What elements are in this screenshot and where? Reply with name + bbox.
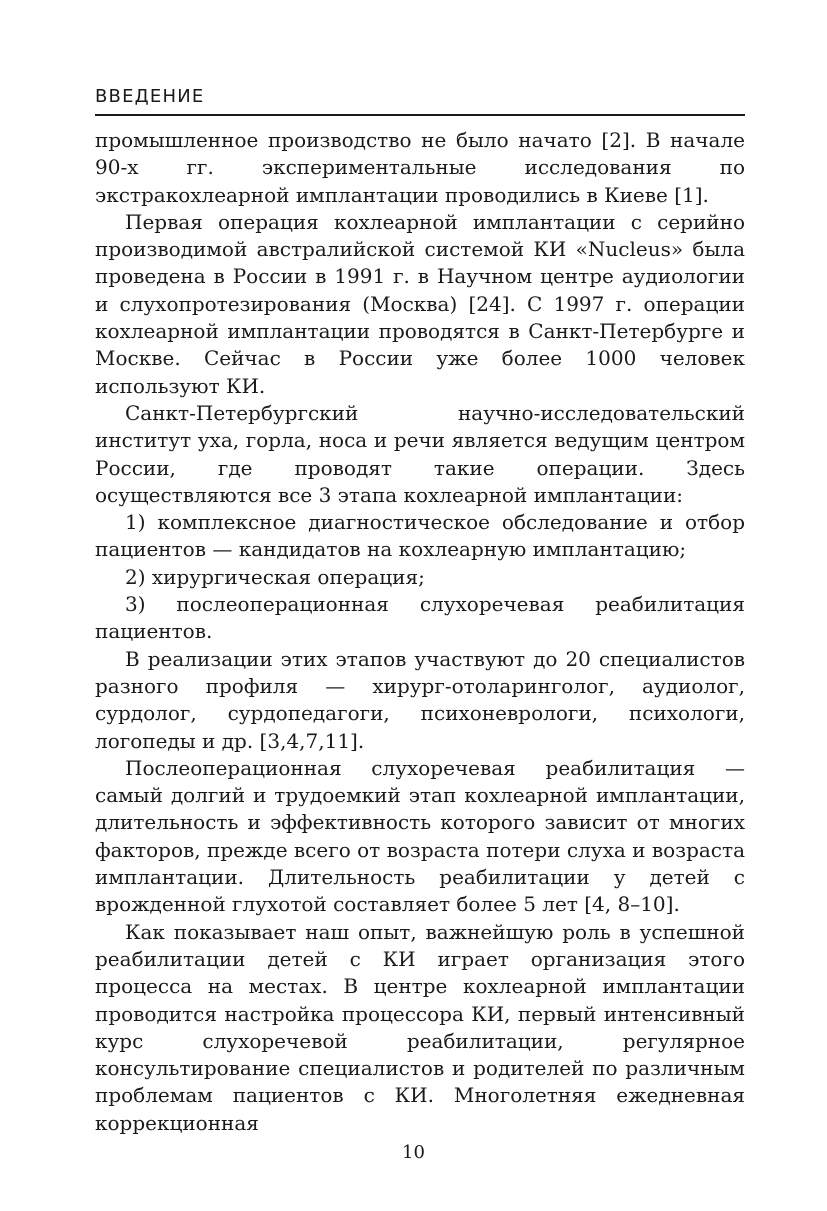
paragraph: Послеоперационная слухоречевая реабилитация — самый долгий и трудоемкий этап кохлеарной имплантации, длительность и эффективность которого зависит от многих факторов, прежде всего от возраста потери слуха и возраста имплантации. Длительность реабилитации у детей с врожденной глухотой составляет более 5 лет [4, 8–10]. xyxy=(95,755,745,917)
paragraph: Как показывает наш опыт, важнейшую роль в успешной реабилитации детей с КИ играет организация этого процесса на местах. В центре кохлеарной имплантации проводится настройка процессора КИ, первый интенсивный курс слухоречевой реабилитации, регулярное консультирование специалистов и родителей по различным проблемам пациентов с КИ. Многолетняя ежедневная коррекционная xyxy=(95,919,745,1135)
paragraph: Первая операция кохлеарной имплантации с серийно производимой австралийской системой КИ «Nucleus» была проведена в России в 1991 г. в Научном центре аудиологии и слухопротезирования (Москва) [24]. С 1997 г. операции кохлеарной имплантации проводятся в Санкт-Петербурге и Москве. Сейчас в России уже более 1000 человек используют КИ. xyxy=(95,209,745,398)
running-head-title: ВВЕДЕНИЕ xyxy=(95,86,205,107)
list-item: 1) комплексное диагностическое обследование и отбор пациентов — кандидатов на кохлеарную имплантацию; xyxy=(95,510,745,562)
paragraph: Санкт-Петербургский научно-исследовательский институт уха, горла, носа и речи является ведущим центром России, где проводят такие операции. Здесь осуществляются все 3 этапа кохлеарной имплантации: xyxy=(95,400,745,507)
page-number: 10 xyxy=(402,1142,425,1163)
paragraph: промышленное производство не было начато [2]. В начале 90-х гг. экспериментальные исследования по экстракохлеарной имплантации проводились в Киеве [1]. xyxy=(95,128,745,207)
list-item: 2) хирургическая операция; xyxy=(125,564,425,589)
body-text xyxy=(95,127,745,1137)
list-item: 3) послеоперационная слухоречевая реабилитация пациентов. xyxy=(95,592,745,644)
paragraph: В реализации этих этапов участвуют до 20 специалистов разного профиля — хирург-отоларинголог, аудиолог, сурдолог, сурдопедагоги, психоневрологи, психологи, логопеды и др. [3,4,7,11]. xyxy=(95,646,745,753)
header-rule xyxy=(95,114,745,116)
